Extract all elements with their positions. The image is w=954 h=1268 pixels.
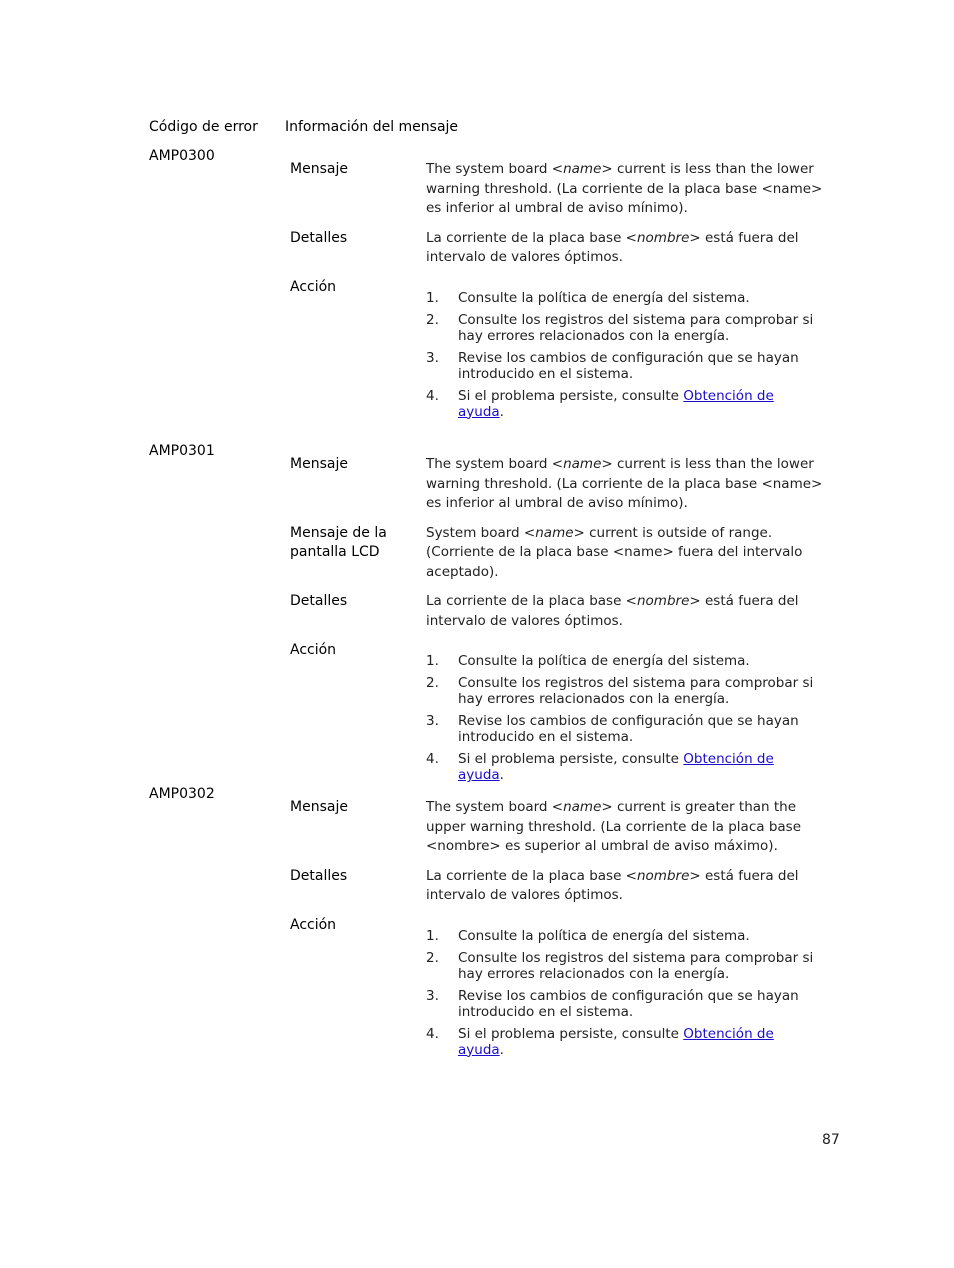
row-accion [290, 916, 835, 1064]
label-detalles: Detalles [290, 593, 348, 609]
list-item: 4. Si el problema persiste, consulte Obtención de ayuda. [426, 1025, 774, 1058]
list-item: 2. Consulte los registros del sistema para comprobar si hay errores relacionados con la energía. [426, 675, 814, 707]
label-lcd: Mensaje de la pantalla LCD [290, 524, 387, 560]
row-mensaje [290, 160, 835, 219]
label-mensaje: Mensaje [290, 799, 348, 815]
message-info [290, 455, 835, 799]
row-detalles [290, 592, 835, 631]
error-code: AMP0301 [149, 443, 215, 459]
label-accion: Acción [290, 916, 337, 933]
row-accion [290, 641, 835, 789]
action-steps [426, 653, 831, 783]
list-item: 3. Revise los cambios de configuración que se hayan introducido en el sistema. [426, 349, 799, 382]
value-mensaje: The system board <name> current is less than the lower warning threshold. (La corriente de la placa base <name> es inferior al umbral de aviso mínimo). [426, 161, 823, 216]
list-item: 1. Consulte la política de energía del sistema. [426, 927, 750, 944]
label-accion: Acción [290, 278, 337, 295]
value-detalles: La corriente de la placa base <nombre> está fuera del intervalo de valores óptimos. [426, 229, 799, 265]
help-link[interactable]: Obtención de ayuda [458, 387, 774, 420]
action-steps [426, 928, 831, 1058]
label-mensaje: Mensaje [290, 456, 348, 472]
value-mensaje: The system board <name> current is greater than the upper warning threshold. (La corriente de la placa base <nombre> es superior al umbral de aviso máximo). [426, 799, 801, 854]
list-item: 1. Consulte la política de energía del sistema. [426, 289, 750, 306]
error-code: AMP0300 [149, 148, 215, 164]
value-detalles: La corriente de la placa base <nombre> está fuera del intervalo de valores óptimos. [426, 593, 799, 629]
row-detalles [290, 229, 835, 268]
value-detalles: La corriente de la placa base <nombre> está fuera del intervalo de valores óptimos. [426, 867, 799, 903]
column-header-info: Información del mensaje [285, 119, 459, 135]
list-item: 2. Consulte los registros del sistema para comprobar si hay errores relacionados con la energía. [426, 311, 814, 344]
label-mensaje: Mensaje [290, 161, 348, 177]
message-info [290, 160, 835, 436]
label-accion: Acción [290, 642, 337, 658]
list-item: 4. Si el problema persiste, consulte Obtención de ayuda. [426, 387, 774, 420]
row-lcd [290, 524, 835, 583]
row-accion [290, 278, 835, 426]
row-mensaje [290, 455, 835, 514]
value-accion [426, 916, 831, 1064]
help-link[interactable]: Obtención de ayuda [458, 1025, 774, 1058]
list-item: 1. Consulte la política de energía del sistema. [426, 653, 750, 669]
value-accion [426, 278, 831, 426]
row-mensaje [290, 798, 835, 857]
list-item: 4. Si el problema persiste, consulte Obtención de ayuda. [426, 751, 774, 783]
list-item: 2. Consulte los registros del sistema para comprobar si hay errores relacionados con la energía. [426, 949, 814, 982]
page-number: 87 [822, 1132, 840, 1148]
row-detalles [290, 867, 835, 906]
value-accion [426, 641, 831, 789]
value-mensaje: The system board <name> current is less than the lower warning threshold. (La corriente de la placa base <name> es inferior al umbral de aviso mínimo). [426, 456, 823, 511]
value-lcd: System board <name> current is outside of range. (Corriente de la placa base <name> fuera del intervalo aceptado). [426, 524, 803, 580]
list-item: 3. Revise los cambios de configuración que se hayan introducido en el sistema. [426, 713, 799, 745]
message-info [290, 798, 835, 1074]
column-header-code: Código de error [149, 119, 258, 135]
help-link[interactable]: Obtención de ayuda [458, 751, 774, 783]
label-detalles: Detalles [290, 229, 348, 246]
label-detalles: Detalles [290, 867, 348, 884]
list-item: 3. Revise los cambios de configuración que se hayan introducido en el sistema. [426, 987, 799, 1020]
action-steps [426, 290, 831, 420]
error-code: AMP0302 [149, 786, 215, 802]
